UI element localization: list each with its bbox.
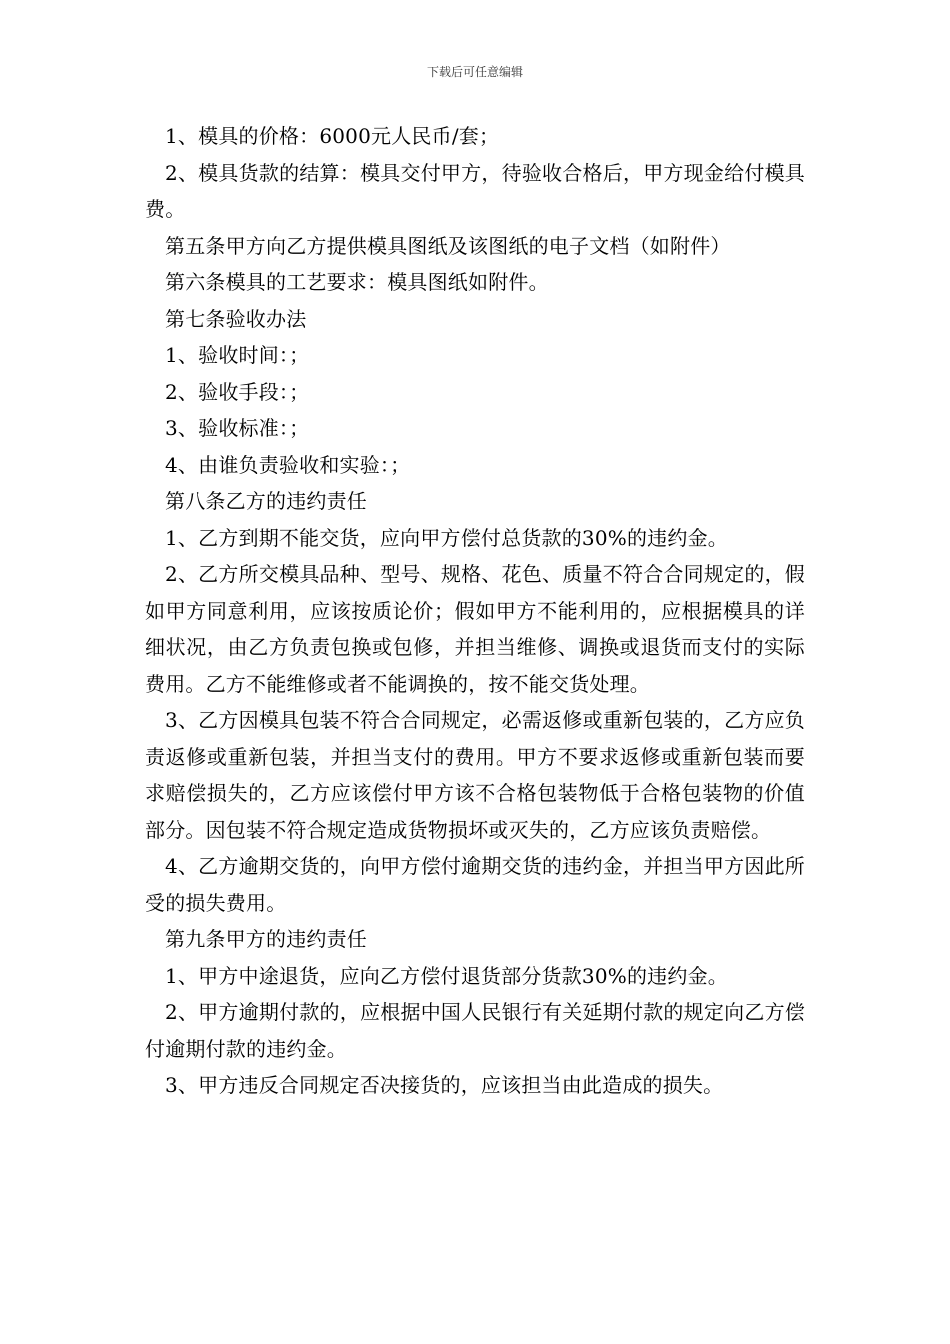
- paragraph: 第八条乙方的违约责任: [165, 489, 367, 513]
- paragraph: 1、乙方到期不能交货，应向甲方偿付总货款的30%的违约金。: [165, 525, 728, 550]
- paragraph: 4、由谁负责验收和实验：；: [165, 452, 411, 477]
- paragraph: 1、甲方中途退货，应向乙方偿付退货部分货款30%的违约金。: [165, 963, 728, 988]
- paragraph: 第六条模具的工艺要求：模具图纸如附件。: [165, 270, 549, 294]
- paragraph: 3、乙方因模具包装不符合合同规定，必需返修或重新包装的，乙方应负责返修或重新包装，并担当支付的费用。甲方不要求返修或重新包装而要求赔偿损失的，乙方应该偿付甲方该不合格包装物低于合格包装物的价值部分。因包装不符合规定造成货物损坏或灭失的，乙方应该负责赔偿。: [145, 708, 805, 842]
- paragraph: 3、甲方违反合同规定否决接货的，应该担当由此造成的损失。: [165, 1073, 724, 1097]
- paragraph: 第九条甲方的违约责任: [165, 927, 367, 951]
- paragraph: 第五条甲方向乙方提供模具图纸及该图纸的电子文档（如附件）: [165, 233, 731, 258]
- paragraph: 2、乙方所交模具品种、型号、规格、花色、质量不符合合同规定的，假如甲方同意利用，应该按质论价；假如甲方不能利用的，应根据模具的详细状况，由乙方负责包换或包修，并担当维修、调换或退货而支付的实际费用。乙方不能维修或者不能调换的，按不能交货处理。: [145, 562, 805, 696]
- paragraph: 1、模具的价格：6000元人民币/套；: [165, 124, 500, 148]
- paragraph: 4、乙方逾期交货的，向甲方偿付逾期交货的违约金，并担当甲方因此所受的损失费用。: [145, 854, 805, 915]
- page-header: 下载后可任意编辑: [426, 65, 523, 79]
- paragraph: 第七条验收办法: [165, 306, 307, 331]
- paragraph: 3、验收标准：；: [165, 416, 310, 440]
- paragraph: 2、验收手段：；: [165, 379, 310, 404]
- paragraph: 2、甲方逾期付款的，应根据中国人民银行有关延期付款的规定向乙方偿付逾期付款的违约金。: [145, 1000, 805, 1061]
- document-body: [145, 118, 805, 1104]
- paragraph: 1、验收时间：；: [165, 343, 310, 367]
- paragraph: 2、模具货款的结算：模具交付甲方，待验收合格后，甲方现金给付模具费。: [145, 160, 805, 221]
